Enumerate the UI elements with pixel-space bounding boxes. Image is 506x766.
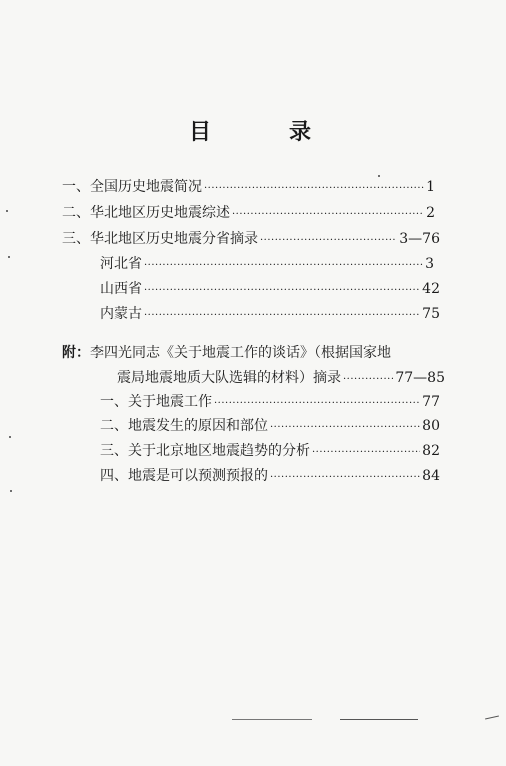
toc-entry-label: 河北省 bbox=[100, 256, 142, 272]
appendix-entry[interactable] bbox=[117, 367, 445, 389]
toc-entry-label: 山西省 bbox=[100, 281, 142, 297]
appendix-entry-page: 77—85 bbox=[395, 370, 445, 386]
toc-entry-label: 一、全国历史地震简况 bbox=[62, 179, 202, 195]
leader-dots bbox=[144, 280, 420, 302]
appendix-item-label: 一、关于地震工作 bbox=[100, 394, 212, 410]
page-title bbox=[0, 115, 506, 145]
appendix-item-4[interactable] bbox=[100, 465, 440, 487]
leader-dots bbox=[312, 442, 420, 464]
title-char-1: 目 bbox=[189, 120, 212, 145]
appendix-item-1[interactable] bbox=[100, 391, 440, 413]
leader-dots bbox=[232, 204, 424, 226]
scan-edge-mark bbox=[340, 719, 418, 720]
toc-entry-label: 内蒙古 bbox=[100, 306, 142, 322]
toc-entry-page: 3—76 bbox=[399, 231, 440, 247]
appendix-prefix: 附： bbox=[62, 345, 90, 361]
toc-entry-label: 二、华北地区历史地震综述 bbox=[62, 205, 230, 221]
scan-speck bbox=[378, 175, 380, 177]
appendix-item-page: 77 bbox=[422, 394, 440, 410]
appendix-entry-label: 震局地震地质大队选辑的材料）摘录 bbox=[117, 370, 341, 386]
toc-entry-page: 75 bbox=[422, 306, 440, 322]
appendix-item-label: 四、地震是可以预测预报的 bbox=[100, 468, 268, 484]
toc-entry-5[interactable] bbox=[100, 278, 440, 300]
toc-entry-1[interactable] bbox=[62, 176, 435, 198]
scan-speck bbox=[9, 436, 11, 438]
appendix-item-label: 二、地震发生的原因和部位 bbox=[100, 418, 268, 434]
leader-dots bbox=[270, 417, 420, 439]
toc-entry-label: 三、华北地区历史地震分省摘录 bbox=[62, 231, 258, 247]
scan-edge-mark bbox=[485, 716, 499, 720]
toc-entry-2[interactable] bbox=[62, 202, 435, 224]
toc-entry-page: 3 bbox=[425, 256, 434, 272]
leader-dots bbox=[144, 305, 420, 327]
toc-entry-4[interactable] bbox=[100, 253, 434, 275]
toc-entry-page: 2 bbox=[426, 205, 435, 221]
leader-dots bbox=[270, 467, 420, 489]
appendix-heading bbox=[62, 342, 391, 364]
appendix-item-label: 三、关于北京地区地震趋势的分析 bbox=[100, 443, 310, 459]
appendix-item-page: 80 bbox=[422, 418, 440, 434]
scan-speck bbox=[10, 490, 12, 492]
scan-speck bbox=[6, 210, 8, 212]
toc-entry-3[interactable] bbox=[62, 228, 440, 250]
leader-dots bbox=[260, 230, 397, 252]
appendix-item-page: 82 bbox=[422, 443, 440, 459]
leader-dots bbox=[343, 369, 393, 391]
leader-dots bbox=[144, 255, 423, 277]
appendix-item-page: 84 bbox=[422, 468, 440, 484]
leader-dots bbox=[204, 178, 424, 200]
scan-speck bbox=[8, 256, 10, 258]
appendix-item-2[interactable] bbox=[100, 415, 440, 437]
title-char-2: 录 bbox=[289, 120, 312, 145]
leader-dots bbox=[214, 393, 420, 415]
toc-entry-6[interactable] bbox=[100, 303, 440, 325]
toc-entry-page: 42 bbox=[422, 281, 440, 297]
toc-entry-page: 1 bbox=[426, 179, 435, 195]
appendix-item-3[interactable] bbox=[100, 440, 440, 462]
scan-edge-mark bbox=[232, 719, 312, 720]
appendix-line-1: 李四光同志《关于地震工作的谈话》（根据国家地 bbox=[90, 345, 391, 361]
